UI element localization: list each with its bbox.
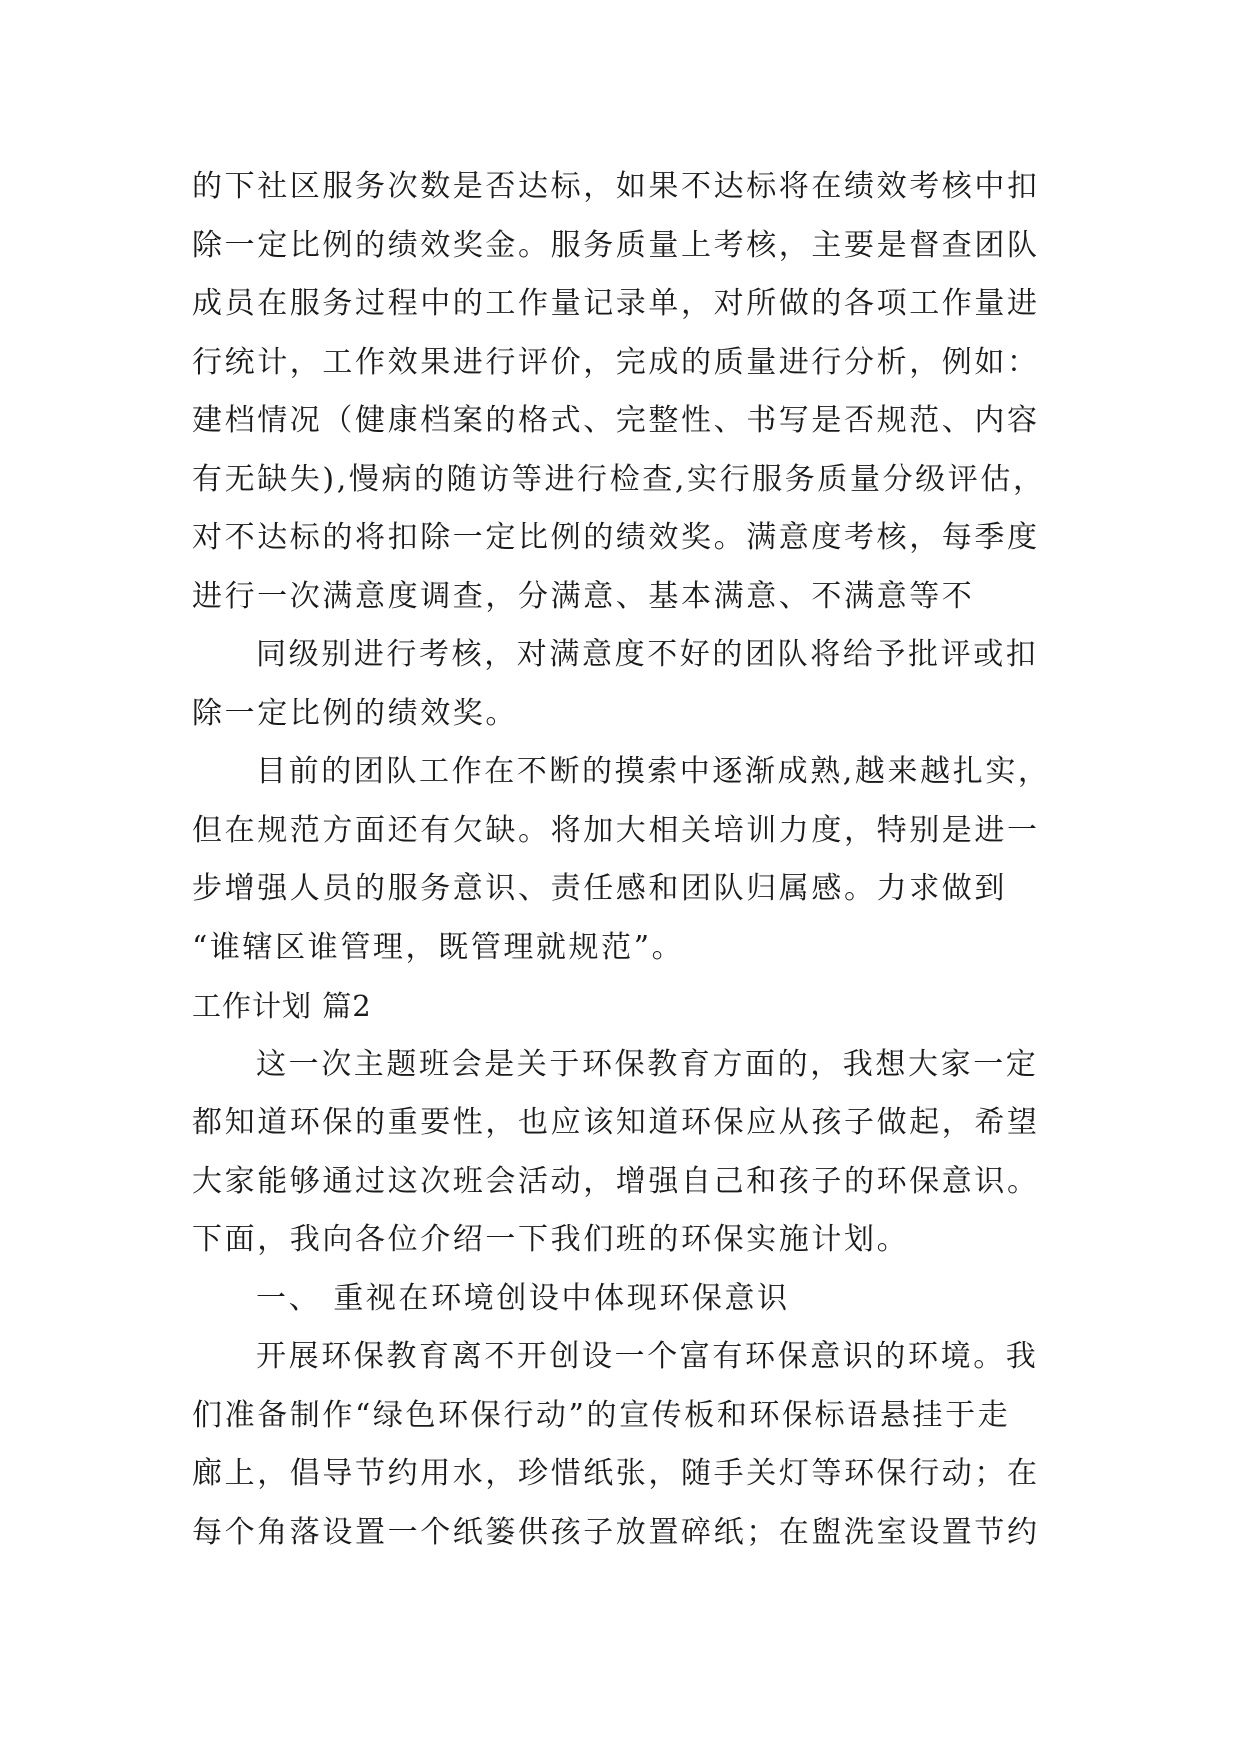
body-line: 步增强人员的服务意识、责任感和团队归属感。力求做到	[192, 871, 1007, 906]
body-line: “谁辖区谁管理，既管理就规范”。	[192, 929, 685, 965]
body-line: 都知道环保的重要性，也应该知道环保应从孩子做起，希望	[192, 1105, 1040, 1140]
body-line: 成员在服务过程中的工作量记录单，对所做的各项工作量进	[192, 286, 1040, 321]
body-line: 建档情况（健康档案的格式、完整性、书写是否规范、内容	[192, 403, 1040, 438]
body-line: 对不达标的将扣除一定比例的绩效奖。满意度考核，每季度	[192, 520, 1040, 555]
paragraph-start-line: 开展环保教育离不开创设一个富有环保意识的环境。我	[256, 1339, 1039, 1374]
body-line: 们准备制作“绿色环保行动”的宣传板和环保标语悬挂于走	[192, 1397, 1011, 1433]
body-line: 有无缺失),慢病的随访等进行检查,实行服务质量分级评估，	[192, 461, 1046, 497]
body-line: 除一定比例的绩效奖。	[192, 695, 518, 731]
body-line: 行统计，工作效果进行评价，完成的质量进行分析，例如：	[192, 344, 1040, 380]
body-line: 但在规范方面还有欠缺。将加大相关培训力度，特别是进一	[192, 812, 1040, 848]
body-line: 廊上，倡导节约用水，珍惜纸张，随手关灯等环保行动；在	[192, 1456, 1040, 1491]
body-line: 下面，我向各位介绍一下我们班的环保实施计划。	[192, 1222, 910, 1257]
body-line: 每个角落设置一个纸篓供孩子放置碎纸；在盥洗室设置节约	[192, 1514, 1040, 1550]
document-body	[192, 158, 1072, 1562]
paragraph-start-line: 目前的团队工作在不断的摸索中逐渐成熟,越来越扎实，	[256, 754, 1051, 789]
body-line: 的下社区服务次数是否达标，如果不达标将在绩效考核中扣	[192, 169, 1040, 204]
sub-heading: 一、 重视在环境创设中体现环保意识	[256, 1280, 790, 1316]
section-heading: 工作计划 篇2	[192, 989, 372, 1023]
paragraph-start-line: 同级别进行考核，对满意度不好的团队将给予批评或扣	[256, 637, 1039, 672]
body-line: 除一定比例的绩效奖金。服务质量上考核，主要是督查团队	[192, 227, 1040, 263]
paragraph-start-line: 这一次主题班会是关于环保教育方面的，我想大家一定	[256, 1046, 1039, 1082]
body-line: 进行一次满意度调查，分满意、基本满意、不满意等不	[192, 578, 975, 614]
body-line: 大家能够通过这次班会活动，增强自己和孩子的环保意识。	[192, 1163, 1040, 1199]
